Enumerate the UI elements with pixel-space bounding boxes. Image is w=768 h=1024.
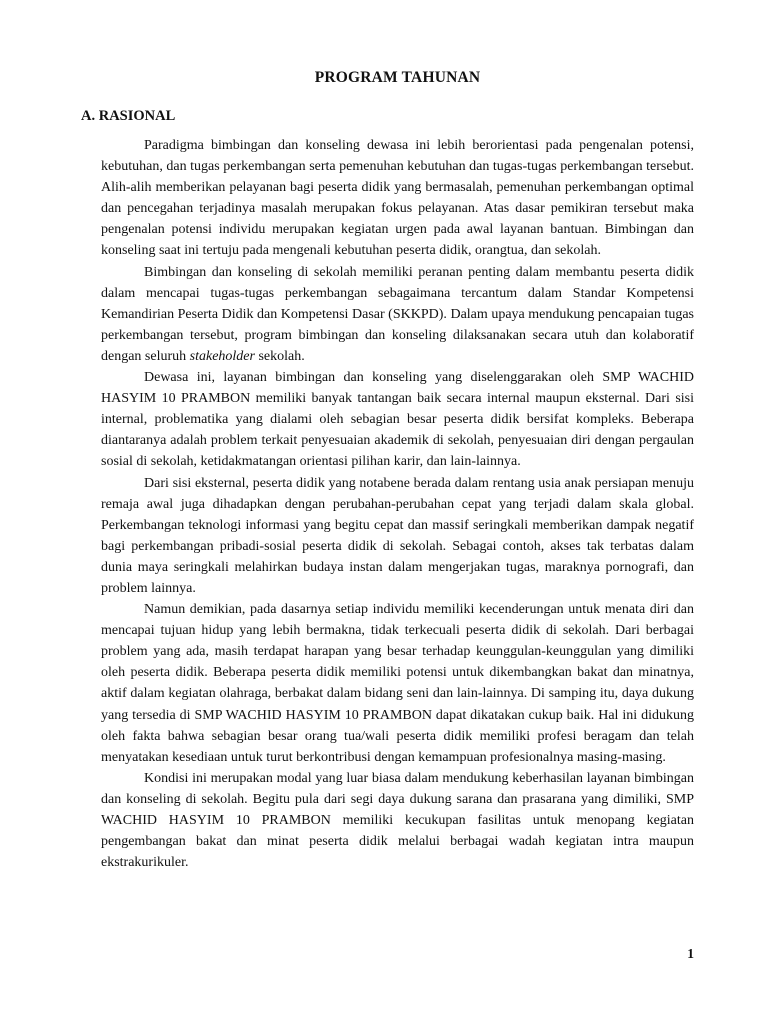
stakeholder-term: stakeholder (189, 348, 255, 364)
paragraph-1: Paradigma bimbingan dan konseling dewasa ini lebih berorientasi pada pengenalan potensi, kebutuhan, dan tugas perkembangan serta pemenuhan kebutuhan dan tugas-tugas perkembangan tersebut. Alih-alih memberikan pelayanan bagi peserta didik yang bermasalah, pemenuhan perkembangan optimal dan pencegahan terjadinya masalah merupakan fokus pelayanan. Atas dasar pemikiran tersebut maka pengenalan potensi individu merupakan kegiatan urgen pada awal layanan bantuan. Bimbingan dan konseling saat ini tertuju pada mengenali kebutuhan peserta didik, orangtua, dan sekolah. (101, 138, 694, 259)
section-heading: A. RASIONAL (81, 108, 176, 124)
paragraph-5: Namun demikian, pada dasarnya setiap individu memiliki kecenderungan untuk menata diri dan mencapai tujuan hidup yang lebih bermakna, tidak terkecuali peserta didik di sekolah. Dari berbagai problem yang ada, masih terdapat harapan yang besar terhadap keunggulan-keunggulan yang dimiliki oleh peserta didik. Beberapa peserta didik memiliki potensi untuk dikembangkan bakat dan minatnya, aktif dalam kegiatan olahraga, berbakat dalam bidang seni dan lain-lainnya. Di samping itu, daya dukung yang tersedia di SMP WACHID HASYIM 10 PRAMBON dapat dikatakan cukup baik. Hal ini didukung oleh fakta bahwa sebagian besar orang tua/wali peserta didik memiliki profesi beragam dan telah menyatakan kesediaan untuk turut berkontribusi dengan kemampuan profesionalnya masing-masing. (101, 602, 694, 765)
body-text (101, 135, 694, 873)
paragraph-2-before: Bimbingan dan konseling di sekolah memiliki peranan penting dalam membantu peserta didik dalam mencapai tugas-tugas perkembangan sebagaimana tercantum dalam Standar Kompetensi Kemandirian Peserta Didik dan Kompetensi Dasar (SKKPD). Dalam upaya mendukung pencapaian tugas perkembangan tersebut, program bimbingan dan konseling dilaksanakan secara utuh dan kolaboratif dengan seluruh (101, 264, 694, 364)
page-title: PROGRAM TAHUNAN (314, 69, 481, 86)
paragraph-6: Kondisi ini merupakan modal yang luar biasa dalam mendukung keberhasilan layanan bimbingan dan konseling di sekolah. Begitu pula dari segi daya dukung sarana dan prasarana yang dimiliki, SMP WACHID HASYIM 10 PRAMBON memiliki kecukupan fasilitas untuk menopang kegiatan pengembangan bakat dan minat peserta didik melalui berbagai wadah kegiatan intra maupun ekstrakurikuler. (101, 770, 694, 871)
paragraph-2-after: sekolah. (254, 348, 305, 364)
paragraph-3: Dewasa ini, layanan bimbingan dan konseling yang diselenggarakan oleh SMP WACHID HASYIM 10 PRAMBON memiliki banyak tantangan baik secara internal maupun eksternal. Dari sisi internal, problematika yang dialami oleh sebagian besar peserta didik bersifat kompleks. Beberapa diantaranya adalah problem terkait penyesuaian akademik di sekolah, penyesuaian diri dengan pergaulan sosial di sekolah, ketidakmatangan orientasi pilihan karir, dan lain-lainnya. (101, 370, 694, 470)
page-number: 1 (687, 946, 694, 961)
paragraph-4: Dari sisi eksternal, peserta didik yang notabene berada dalam rentang usia anak persiapan menuju remaja awal juga dihadapkan dengan perubahan-perubahan cepat yang terjadi dalam skala global. Perkembangan teknologi informasi yang begitu cepat dan massif seringkali memberikan dampak negatif bagi perkembangan pribadi-sosial peserta didik di sekolah. Sebagai contoh, akses tak terbatas dalam dunia maya seringkali melahirkan budaya instan dalam mengerjakan tugas, maraknya pornografi, dan problem lainnya. (101, 475, 694, 596)
paragraph-2 (101, 262, 694, 367)
